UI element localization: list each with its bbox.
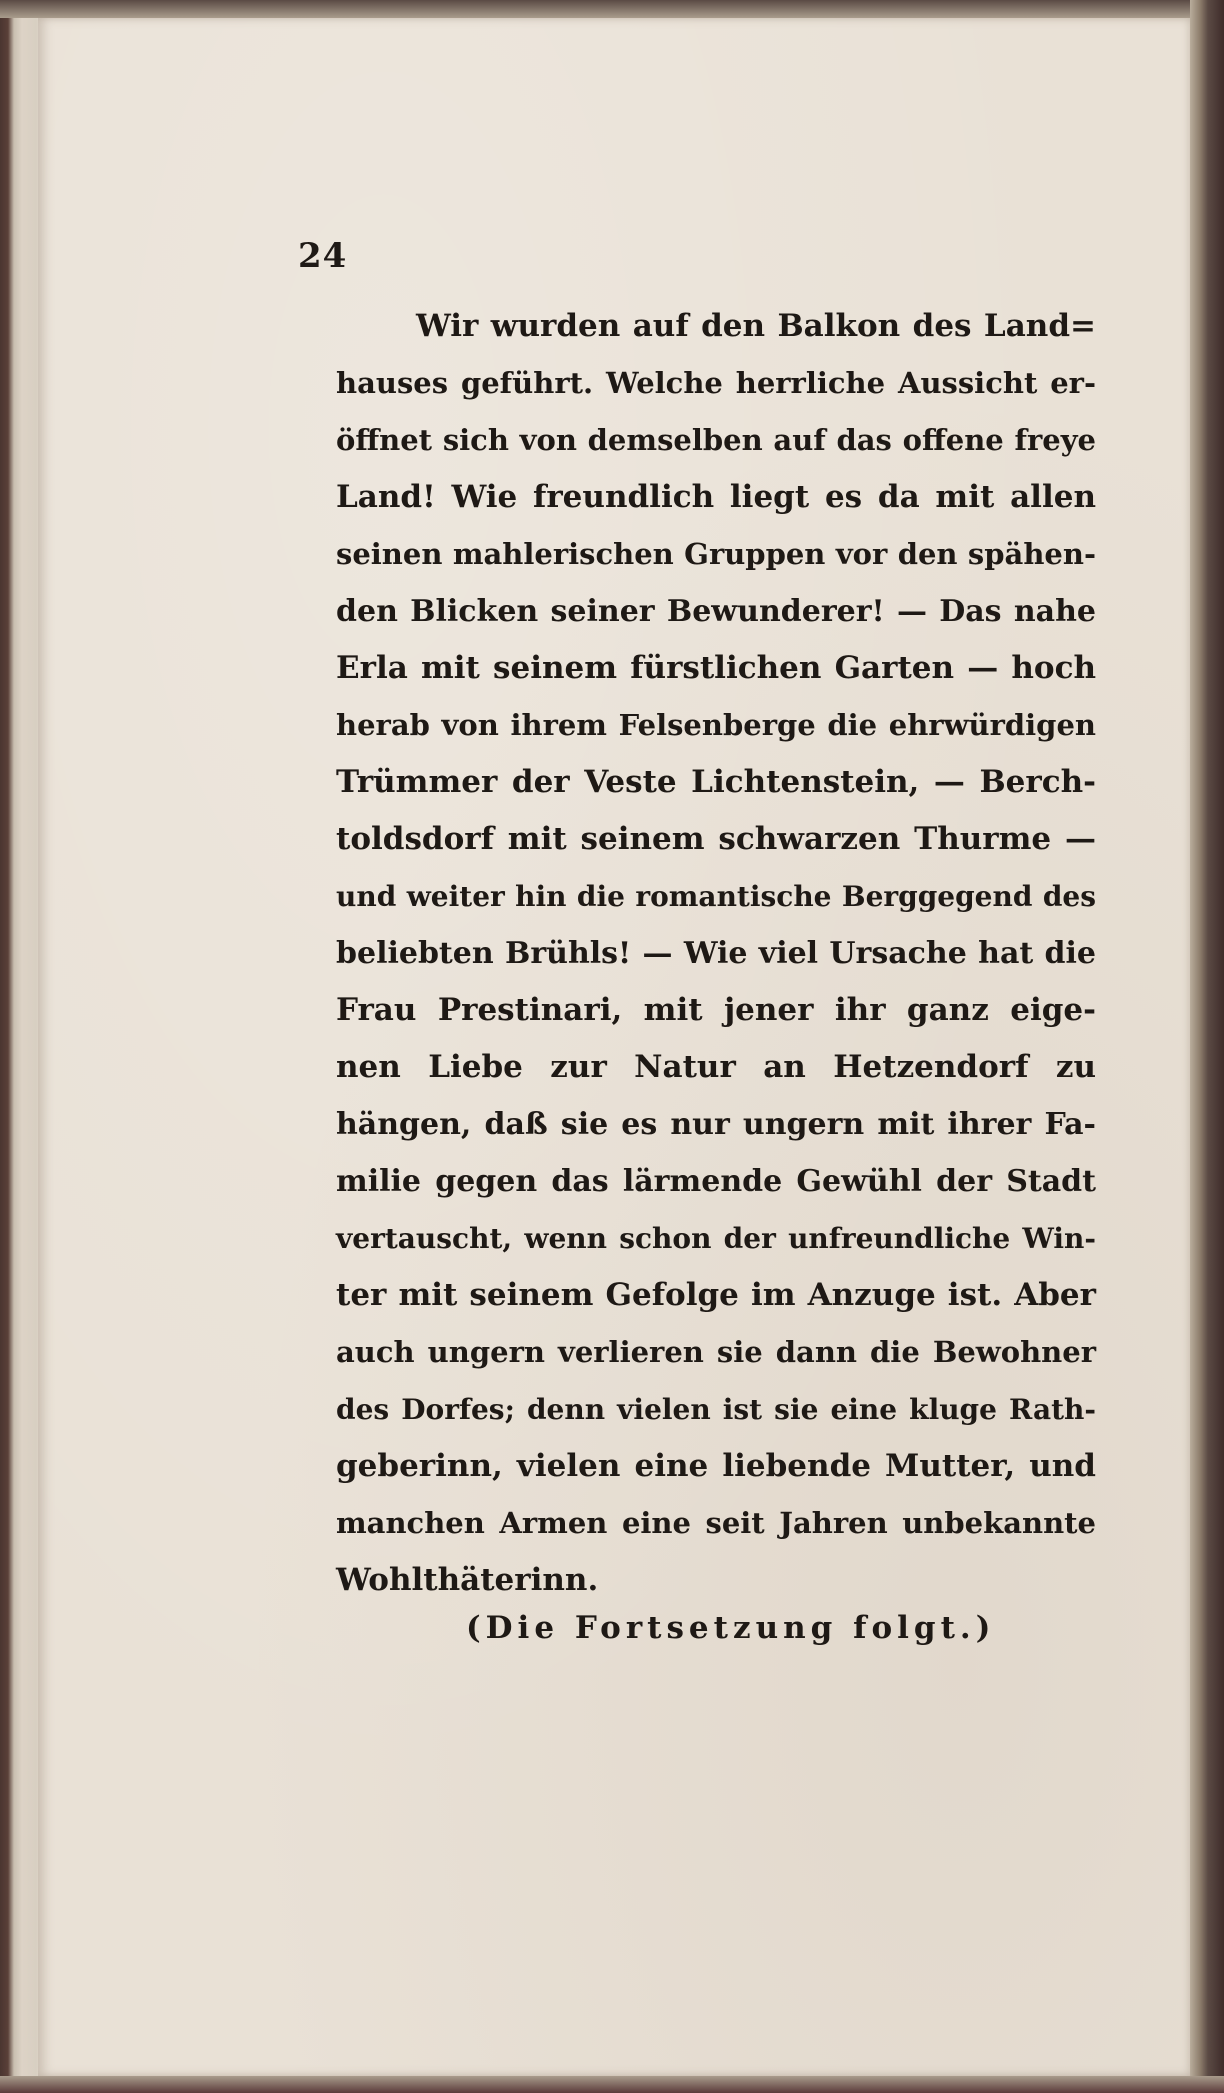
page-number: 24 <box>298 236 348 276</box>
text-line: beliebten Brühls! — Wie viel Ursache hat die <box>336 936 1096 971</box>
text-line: Erla mit seinem fürstlichen Garten — hoch <box>336 650 1096 686</box>
text-line: seinen mahlerischen Gruppen vor den spähen- <box>336 537 1096 571</box>
text-line: geberinn, vielen eine liebende Mutter, und <box>336 1448 1096 1484</box>
text-line: Wir wurden auf den Balkon des Land= <box>416 308 1096 344</box>
text-line: und weiter hin die romantische Berggegend des <box>336 880 1096 913</box>
text-line: vertauscht, wenn schon der unfreundliche Win- <box>336 1222 1096 1255</box>
text-line: ter mit seinem Gefolge im Anzuge ist. Aber <box>336 1277 1096 1313</box>
text-line: nen Liebe zur Natur an Hetzendorf zu <box>336 1049 1096 1085</box>
right-book-edge <box>1190 0 1224 2093</box>
top-page-edge <box>0 0 1224 18</box>
text-line: Land! Wie freundlich liegt es da mit allen <box>336 479 1096 515</box>
text-line: toldsdorf mit seinem schwarzen Thurme — <box>336 821 1096 857</box>
text-line: des Dorfes; denn vielen ist sie eine kluge Rath- <box>336 1393 1096 1426</box>
text-line: öffnet sich von demselben auf das offene freye <box>336 423 1096 457</box>
text-line: den Blicken seiner Bewunderer! — Das nahe <box>336 594 1096 629</box>
text-line: Frau Prestinari, mit jener ihr ganz eige- <box>336 992 1096 1028</box>
text-line: hauses geführt. Welche herrliche Aussicht er- <box>336 366 1096 400</box>
text-line: herab von ihrem Felsenberge die ehrwürdigen <box>336 708 1096 742</box>
body-text <box>336 298 1096 1609</box>
continuation-note: (Die Fortsetzung folgt.) <box>466 1610 996 1646</box>
text-line: Trümmer der Veste Lichtenstein, — Berch- <box>336 764 1096 800</box>
text-line: manchen Armen eine seit Jahren unbekannte <box>336 1506 1096 1540</box>
text-line: auch ungern verlieren sie dann die Bewohner <box>336 1335 1096 1369</box>
bottom-page-edge <box>0 2076 1224 2093</box>
text-line: milie gegen das lärmende Gewühl der Stadt <box>336 1164 1096 1199</box>
text-line: Wohlthäterinn. <box>336 1562 599 1598</box>
text-line: hängen, daß sie es nur ungern mit ihrer Fa- <box>336 1107 1096 1142</box>
